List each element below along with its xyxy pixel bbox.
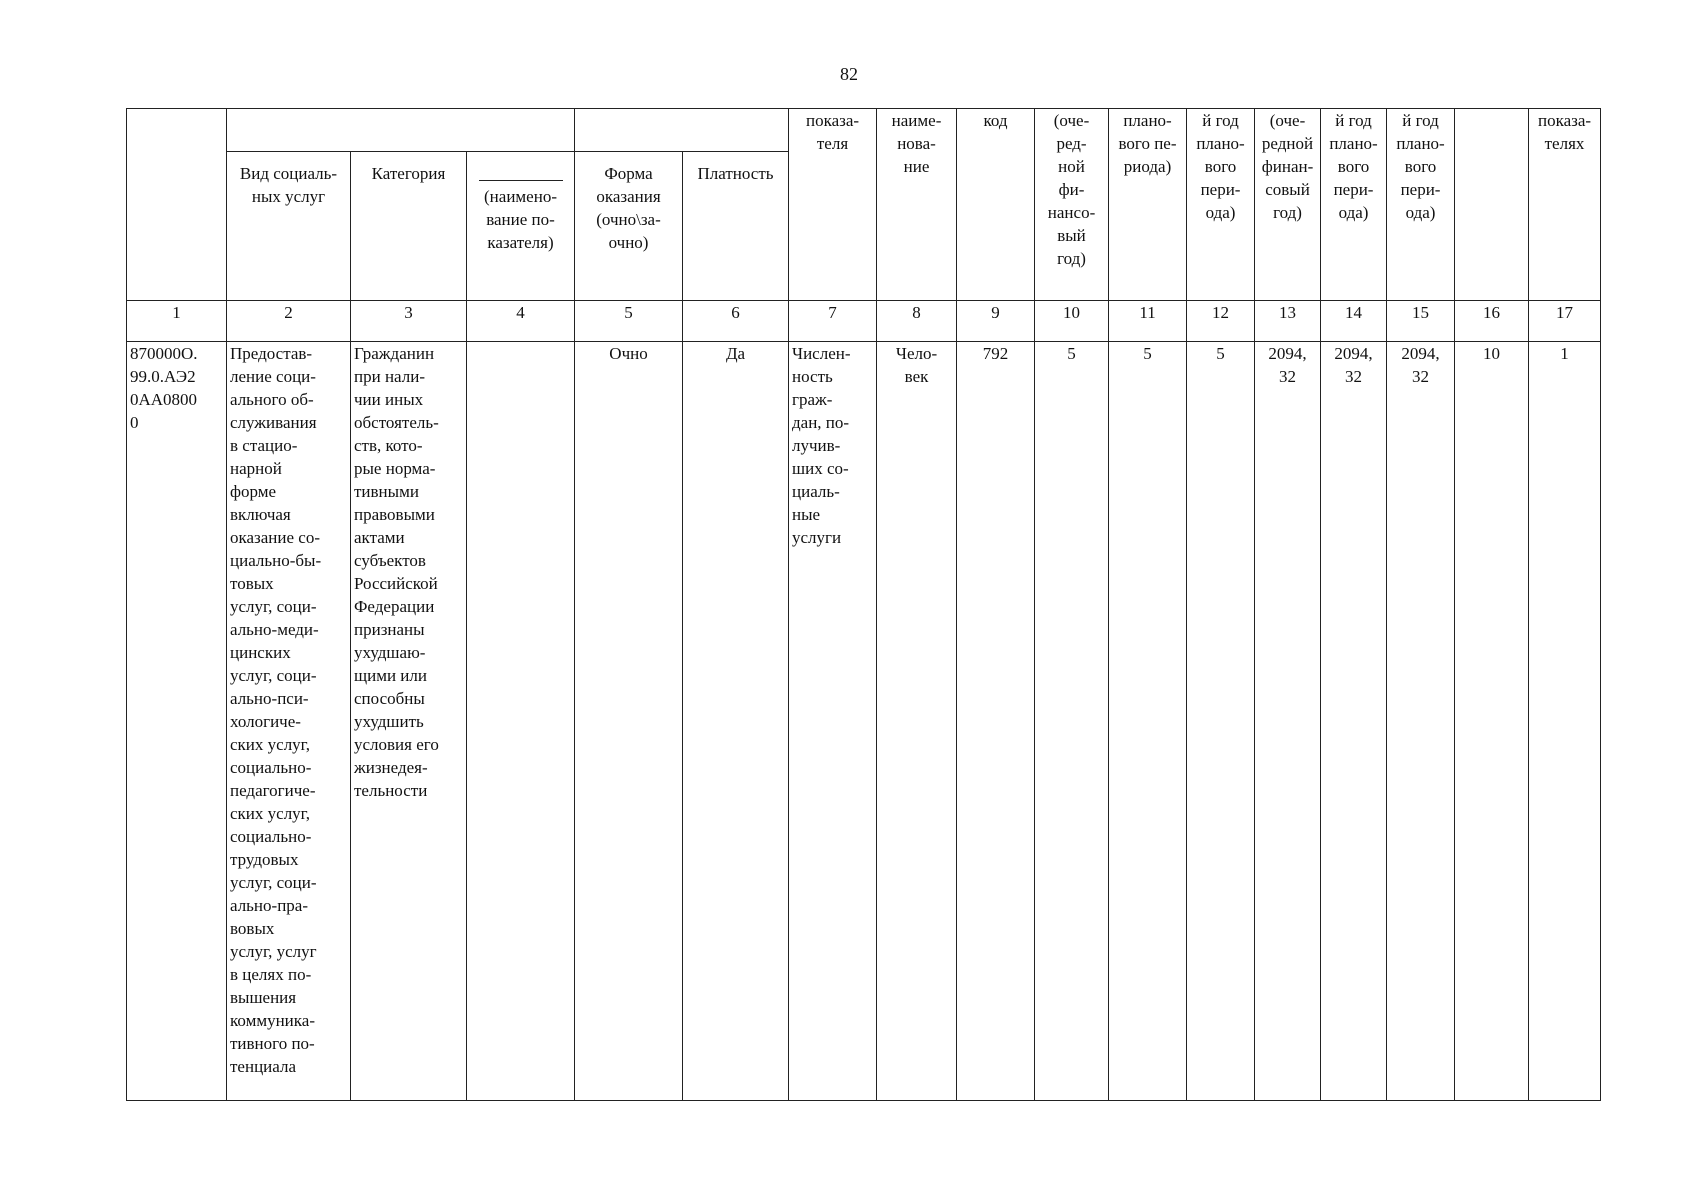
service-indicators-table (126, 108, 1601, 1101)
unit-code-cell: 792 (957, 342, 1035, 1101)
column-number: 11 (1109, 301, 1187, 342)
column-number: 12 (1187, 301, 1255, 342)
value-year-3-cell: 5 (1187, 342, 1255, 1101)
header-cell-10: (оче- ред- ной фи- нансо- вый год) (1035, 109, 1109, 301)
column-number: 7 (789, 301, 877, 342)
indicator-name-cell (467, 342, 575, 1101)
header-row-top (127, 109, 1601, 152)
header-cell-11: плано- вого пе- риода) (1109, 109, 1187, 301)
header-cell-17: показа- телях (1529, 109, 1601, 301)
column-number: 16 (1455, 301, 1529, 342)
value-year-1-cell: 5 (1035, 342, 1109, 1101)
fee-year-1-cell: 2094, 32 (1255, 342, 1321, 1101)
indicator-cell: Числен- ность граж- дан, по- лучив- ших со- циаль- ные услуги (789, 342, 877, 1101)
column-number: 3 (351, 301, 467, 342)
column-number: 2 (227, 301, 351, 342)
fee-year-3-cell: 2094, 32 (1387, 342, 1455, 1101)
header-cell-9: код (957, 109, 1035, 301)
column-number: 1 (127, 301, 227, 342)
column-number: 6 (683, 301, 789, 342)
value-year-2-cell: 5 (1109, 342, 1187, 1101)
column-number-row (127, 301, 1601, 342)
header-cell-3: Категория (351, 152, 467, 301)
blank-name-line (479, 180, 563, 181)
header-group-content (227, 109, 575, 152)
header-cell-12: й год плано- вого пери- ода) (1187, 109, 1255, 301)
header-cell-4-label: (наимено- вание по- казателя) (484, 187, 557, 252)
registry-code-cell: 870000О. 99.0.АЭ2 0АА0800 0 (127, 342, 227, 1101)
header-cell-13: (оче- редной финан- совый год) (1255, 109, 1321, 301)
deviation-percent-cell: 10 (1455, 342, 1529, 1101)
table-row (127, 342, 1601, 1101)
column-number: 13 (1255, 301, 1321, 342)
column-number: 8 (877, 301, 957, 342)
column-number: 5 (575, 301, 683, 342)
header-cell-5: Форма оказания (очно\за- очно) (575, 152, 683, 301)
header-group-conditions (575, 109, 789, 152)
page-number: 82 (840, 64, 858, 84)
header-cell-6: Платность (683, 152, 789, 301)
unit-name-cell: Чело- век (877, 342, 957, 1101)
header-cell-16 (1455, 109, 1529, 301)
header-cell-2: Вид социаль- ных услуг (227, 152, 351, 301)
fee-year-2-cell: 2094, 32 (1321, 342, 1387, 1101)
column-number: 4 (467, 301, 575, 342)
column-number: 9 (957, 301, 1035, 342)
delivery-form-cell: Очно (575, 342, 683, 1101)
category-cell: Гражданин при нали- чии иных обстоятель- ств, кото- рые норма- тивными правовыми актами субъектов Российской Федерации признаны ухудшаю- щими или способны ухудшить условия его жизнедея- тельности (351, 342, 467, 1101)
deviation-absolute-cell: 1 (1529, 342, 1601, 1101)
service-type-cell: Предостав- ление соци- ального об- служивания в стацио- нарной форме включая оказание со- циально-бы- товых услуг, соци- ально-меди- цинских услуг, соци- ально-пси- хологиче- ских услуг, социально- педагогиче- ских услуг, социально- трудовых услуг, соци- ально-пра- вовых услуг, услуг в целях по- вышения коммуника- тивного по- тенциала (227, 342, 351, 1101)
column-number: 15 (1387, 301, 1455, 342)
column-number: 14 (1321, 301, 1387, 342)
column-number: 17 (1529, 301, 1601, 342)
header-cell-14: й год плано- вого пери- ода) (1321, 109, 1387, 301)
header-cell-1 (127, 109, 227, 301)
header-cell-7: показа- теля (789, 109, 877, 301)
header-cell-4 (467, 152, 575, 301)
header-cell-15: й год плано- вого пери- ода) (1387, 109, 1455, 301)
payment-cell: Да (683, 342, 789, 1101)
column-number: 10 (1035, 301, 1109, 342)
header-cell-8: наиме- нова- ние (877, 109, 957, 301)
